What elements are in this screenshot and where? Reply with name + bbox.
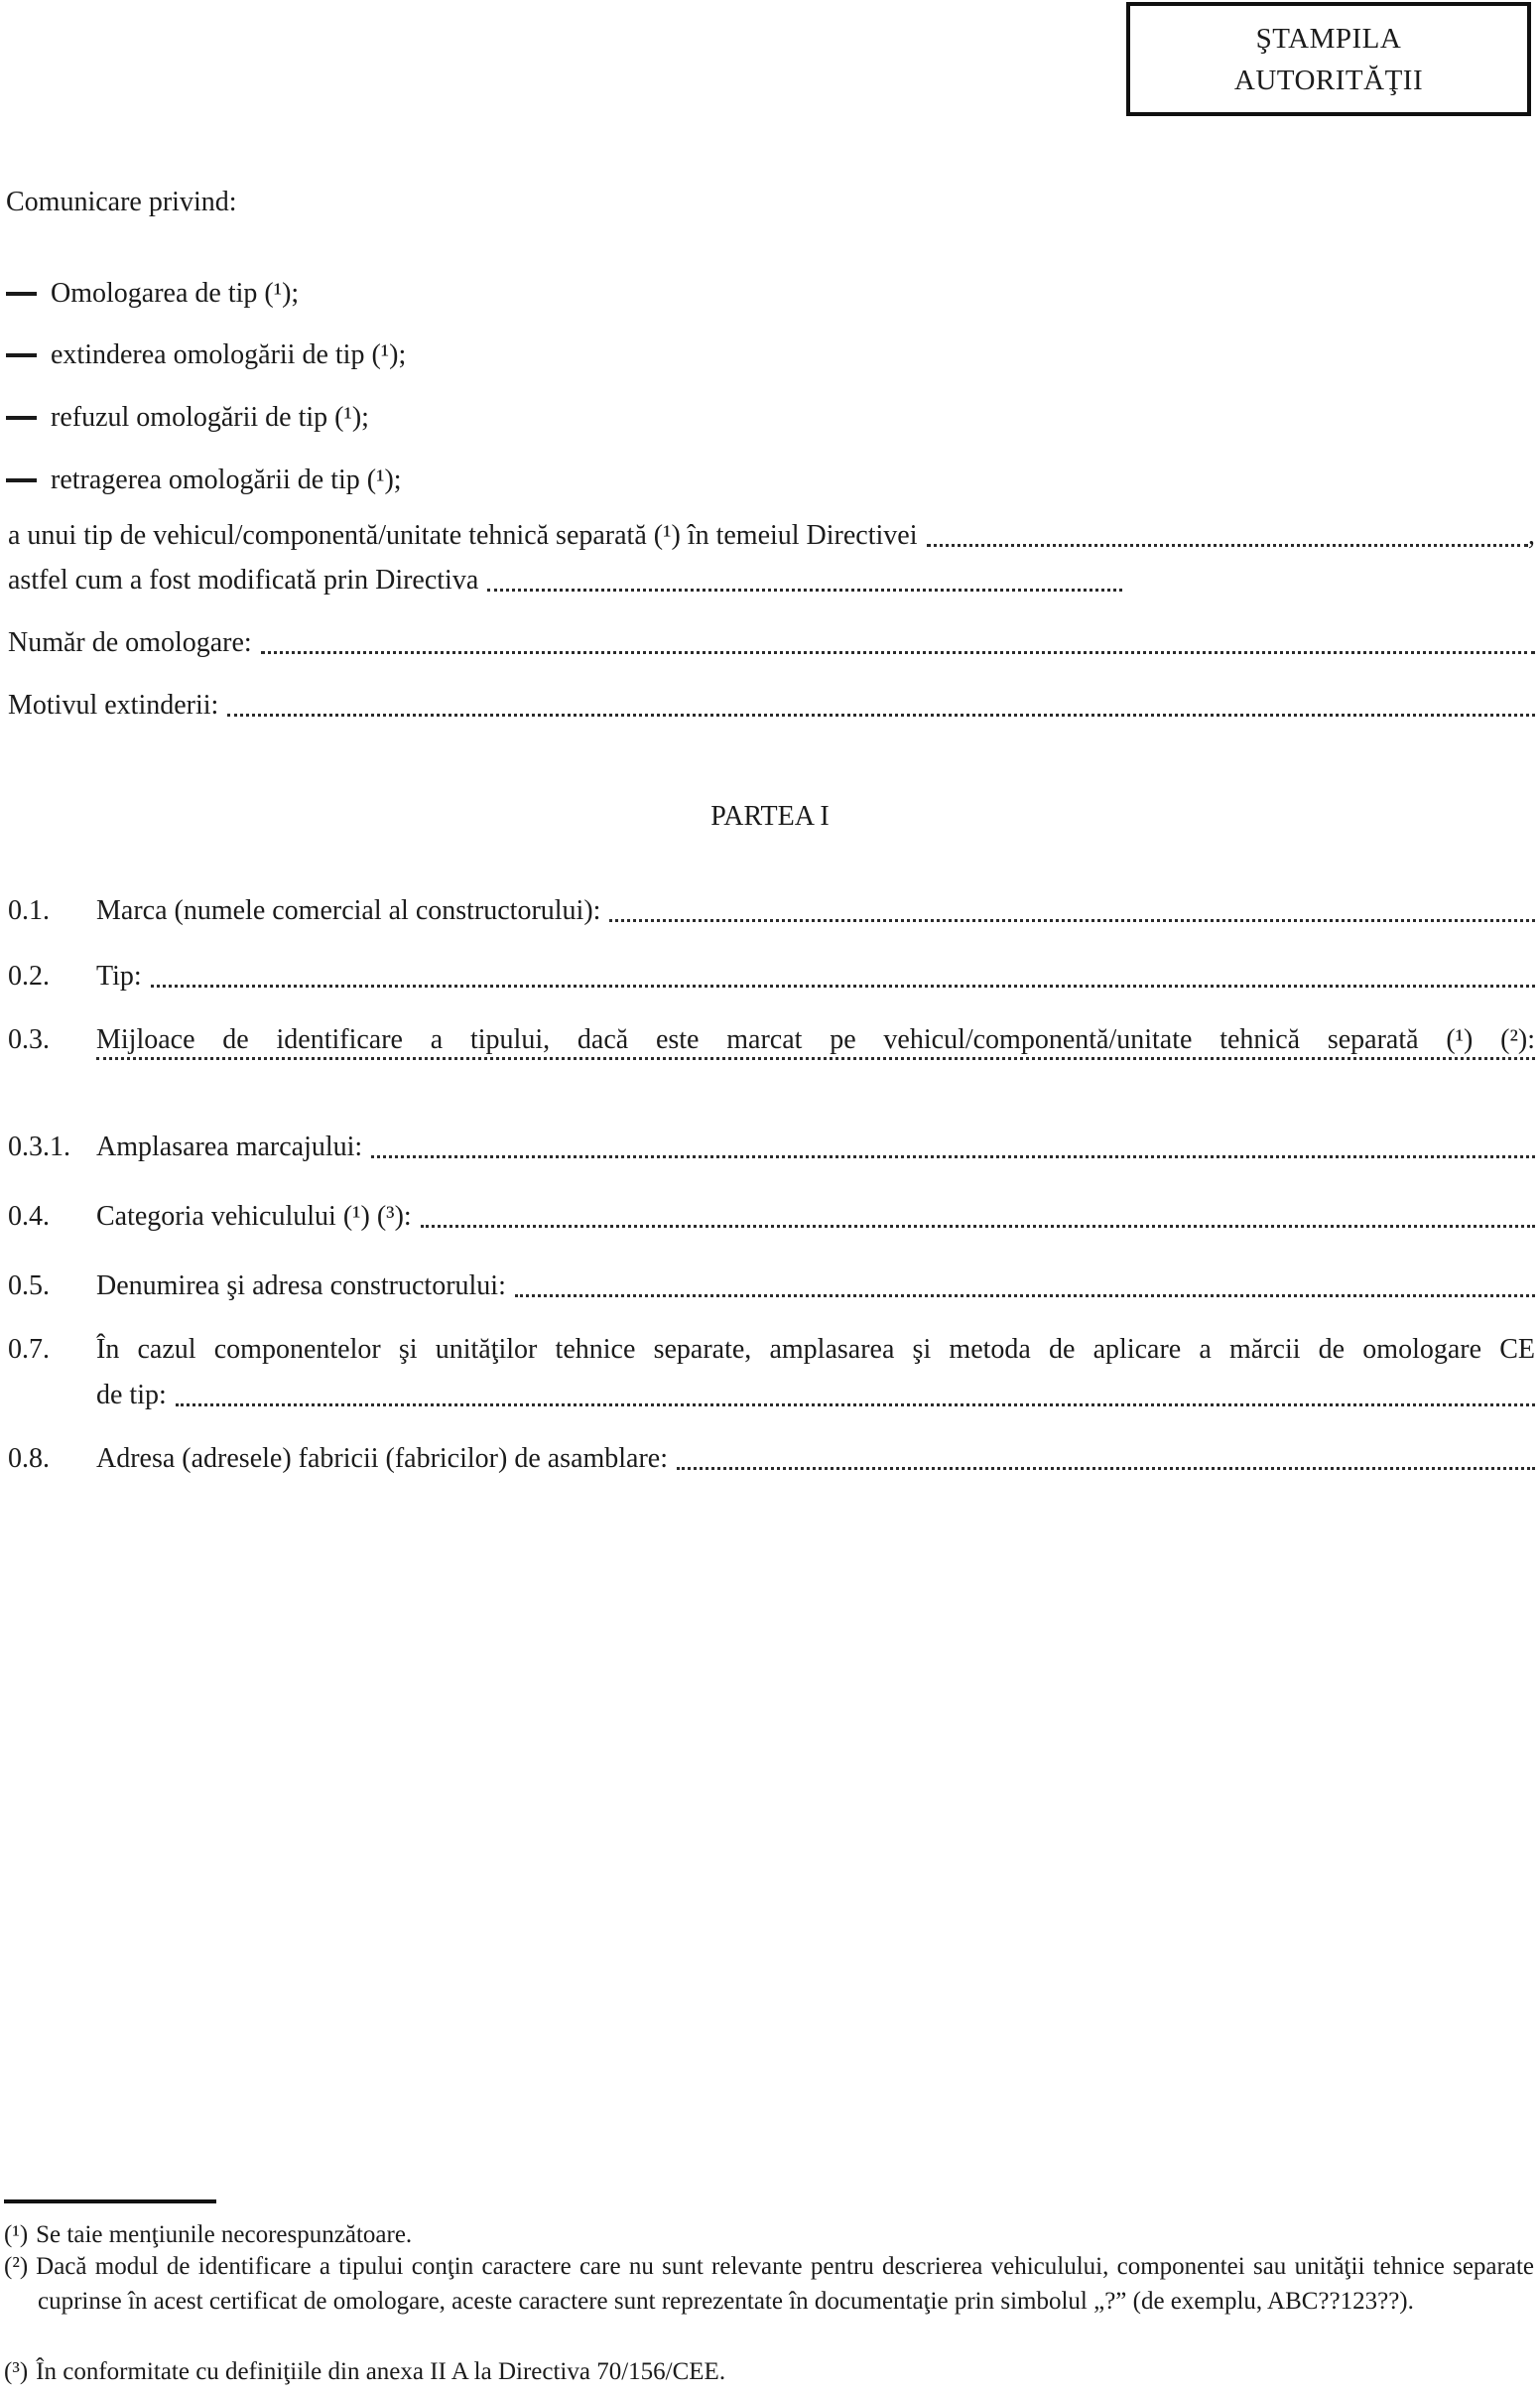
- subject-line-2: [8, 563, 1535, 599]
- section-label: Categoria vehiculului (¹) (³):: [96, 1201, 412, 1232]
- section-label-2: de tip:: [96, 1380, 167, 1410]
- subject-line-1: [8, 518, 1535, 554]
- section-label: Adresa (adresele) fabricii (fabricilor) de asamblare:: [96, 1443, 669, 1474]
- field-extension-reason: [8, 688, 1535, 724]
- dash-bullet-icon: [6, 416, 37, 420]
- dotted-fill: [227, 714, 1535, 717]
- dash-bullet-icon: [6, 353, 37, 357]
- field-label: Număr de omologare:: [8, 627, 252, 658]
- dotted-fill: [677, 1467, 1535, 1470]
- authority-stamp-box: [1126, 2, 1531, 116]
- section-0-3-continuation: [8, 1057, 1535, 1067]
- footnote-3-marker: (³): [4, 2358, 29, 2385]
- footnote-3: [4, 2354, 1534, 2389]
- section-number: 0.4.: [8, 1201, 50, 1232]
- dotted-fill: [151, 985, 1535, 988]
- section-0-7: [8, 1332, 1535, 1368]
- stamp-box-line2: AUTORITĂŢII: [1233, 64, 1424, 96]
- stamp-box-line1: ŞTAMPILA: [1255, 22, 1402, 55]
- footnote-1-marker: (¹): [4, 2221, 29, 2248]
- section-number: 0.5.: [8, 1270, 50, 1301]
- dotted-fill: [487, 589, 1122, 592]
- subject-line-1-text: a unui tip de vehicul/componentă/unitate tehnică separată (¹) în temeiul Directivei: [8, 520, 918, 551]
- section-number: 0.3.1.: [8, 1131, 70, 1162]
- footnote-divider: [4, 2199, 216, 2203]
- footnote-2: [4, 2249, 1534, 2319]
- list-item-withdrawal: [6, 463, 402, 498]
- footnote-3-text: În conformitate cu definiţiile din anexa II A la Directiva 70/156/CEE.: [36, 2358, 726, 2385]
- section-number: 0.8.: [8, 1443, 50, 1474]
- footnote-2-marker: (²): [4, 2253, 29, 2280]
- intro-heading: Comunicare privind:: [6, 187, 237, 217]
- subject-line-2-text: astfel cum a fost modificată prin Directiva: [8, 565, 479, 596]
- part-1-title: PARTEA I: [710, 801, 830, 832]
- section-number: 0.1.: [8, 895, 50, 926]
- dash-bullet-icon: [6, 292, 37, 296]
- footnote-1-text: Se taie menţiunile necorespunzătoare.: [36, 2221, 413, 2248]
- dotted-fill: [371, 1155, 1535, 1158]
- dotted-fill: [176, 1403, 1535, 1406]
- dotted-fill: [421, 1225, 1535, 1228]
- section-0-3: [8, 1022, 1535, 1058]
- section-number: 0.3.: [8, 1024, 50, 1055]
- section-label: Mijloace de identificare a tipului, dacă este marcat pe vehicul/componentă/unitate tehnică separată (¹) (²):: [96, 1024, 1535, 1055]
- section-0-5: [8, 1268, 1535, 1304]
- section-label: În cazul componentelor şi unităţilor tehnice separate, amplasarea şi metoda de aplicare a mărcii de omologare CE: [96, 1334, 1535, 1365]
- section-label: Tip:: [96, 961, 142, 992]
- dotted-fill: [261, 651, 1535, 654]
- list-item-label: Omologarea de tip (¹);: [51, 278, 300, 309]
- list-item-type-approval: [6, 276, 299, 312]
- dotted-fill: [927, 544, 1529, 547]
- section-label: Amplasarea marcajului:: [96, 1131, 363, 1162]
- dash-bullet-icon: [6, 478, 37, 482]
- list-item-label: refuzul omologării de tip (¹);: [51, 402, 369, 433]
- section-number: 0.2.: [8, 961, 50, 992]
- dotted-fill: [96, 1057, 1535, 1060]
- list-item-label: retragerea omologării de tip (¹);: [51, 465, 402, 495]
- section-0-8: [8, 1441, 1535, 1477]
- section-0-2: [8, 959, 1535, 995]
- subject-line-1-comma: ,: [1528, 520, 1535, 551]
- dotted-fill: [609, 919, 1535, 922]
- section-label: Marca (numele comercial al constructorului):: [96, 895, 601, 926]
- list-item-extension: [6, 337, 406, 373]
- field-label: Motivul extinderii:: [8, 690, 219, 721]
- list-item-label: extinderea omologării de tip (¹);: [51, 339, 407, 370]
- footnote-1: [4, 2217, 1534, 2252]
- section-number: 0.7.: [8, 1334, 50, 1365]
- footnote-2-text: Dacă modul de identificare a tipului conţin caractere care nu sunt relevante pentru descrierea vehiculului, componentei sau unităţii tehnice separate cuprinse în acest certificat de omologare, aceste caractere sunt reprezentate în documentaţie prin simbolul „?” (de exemplu, ABC??123??).: [36, 2253, 1534, 2315]
- section-0-4: [8, 1199, 1535, 1235]
- section-0-7-continuation: [8, 1378, 1535, 1413]
- section-0-3-1: [8, 1130, 1535, 1165]
- field-approval-number: [8, 625, 1535, 661]
- section-0-1: [8, 893, 1535, 929]
- list-item-refusal: [6, 400, 369, 436]
- dotted-fill: [515, 1294, 1535, 1297]
- section-label: Denumirea şi adresa constructorului:: [96, 1270, 506, 1301]
